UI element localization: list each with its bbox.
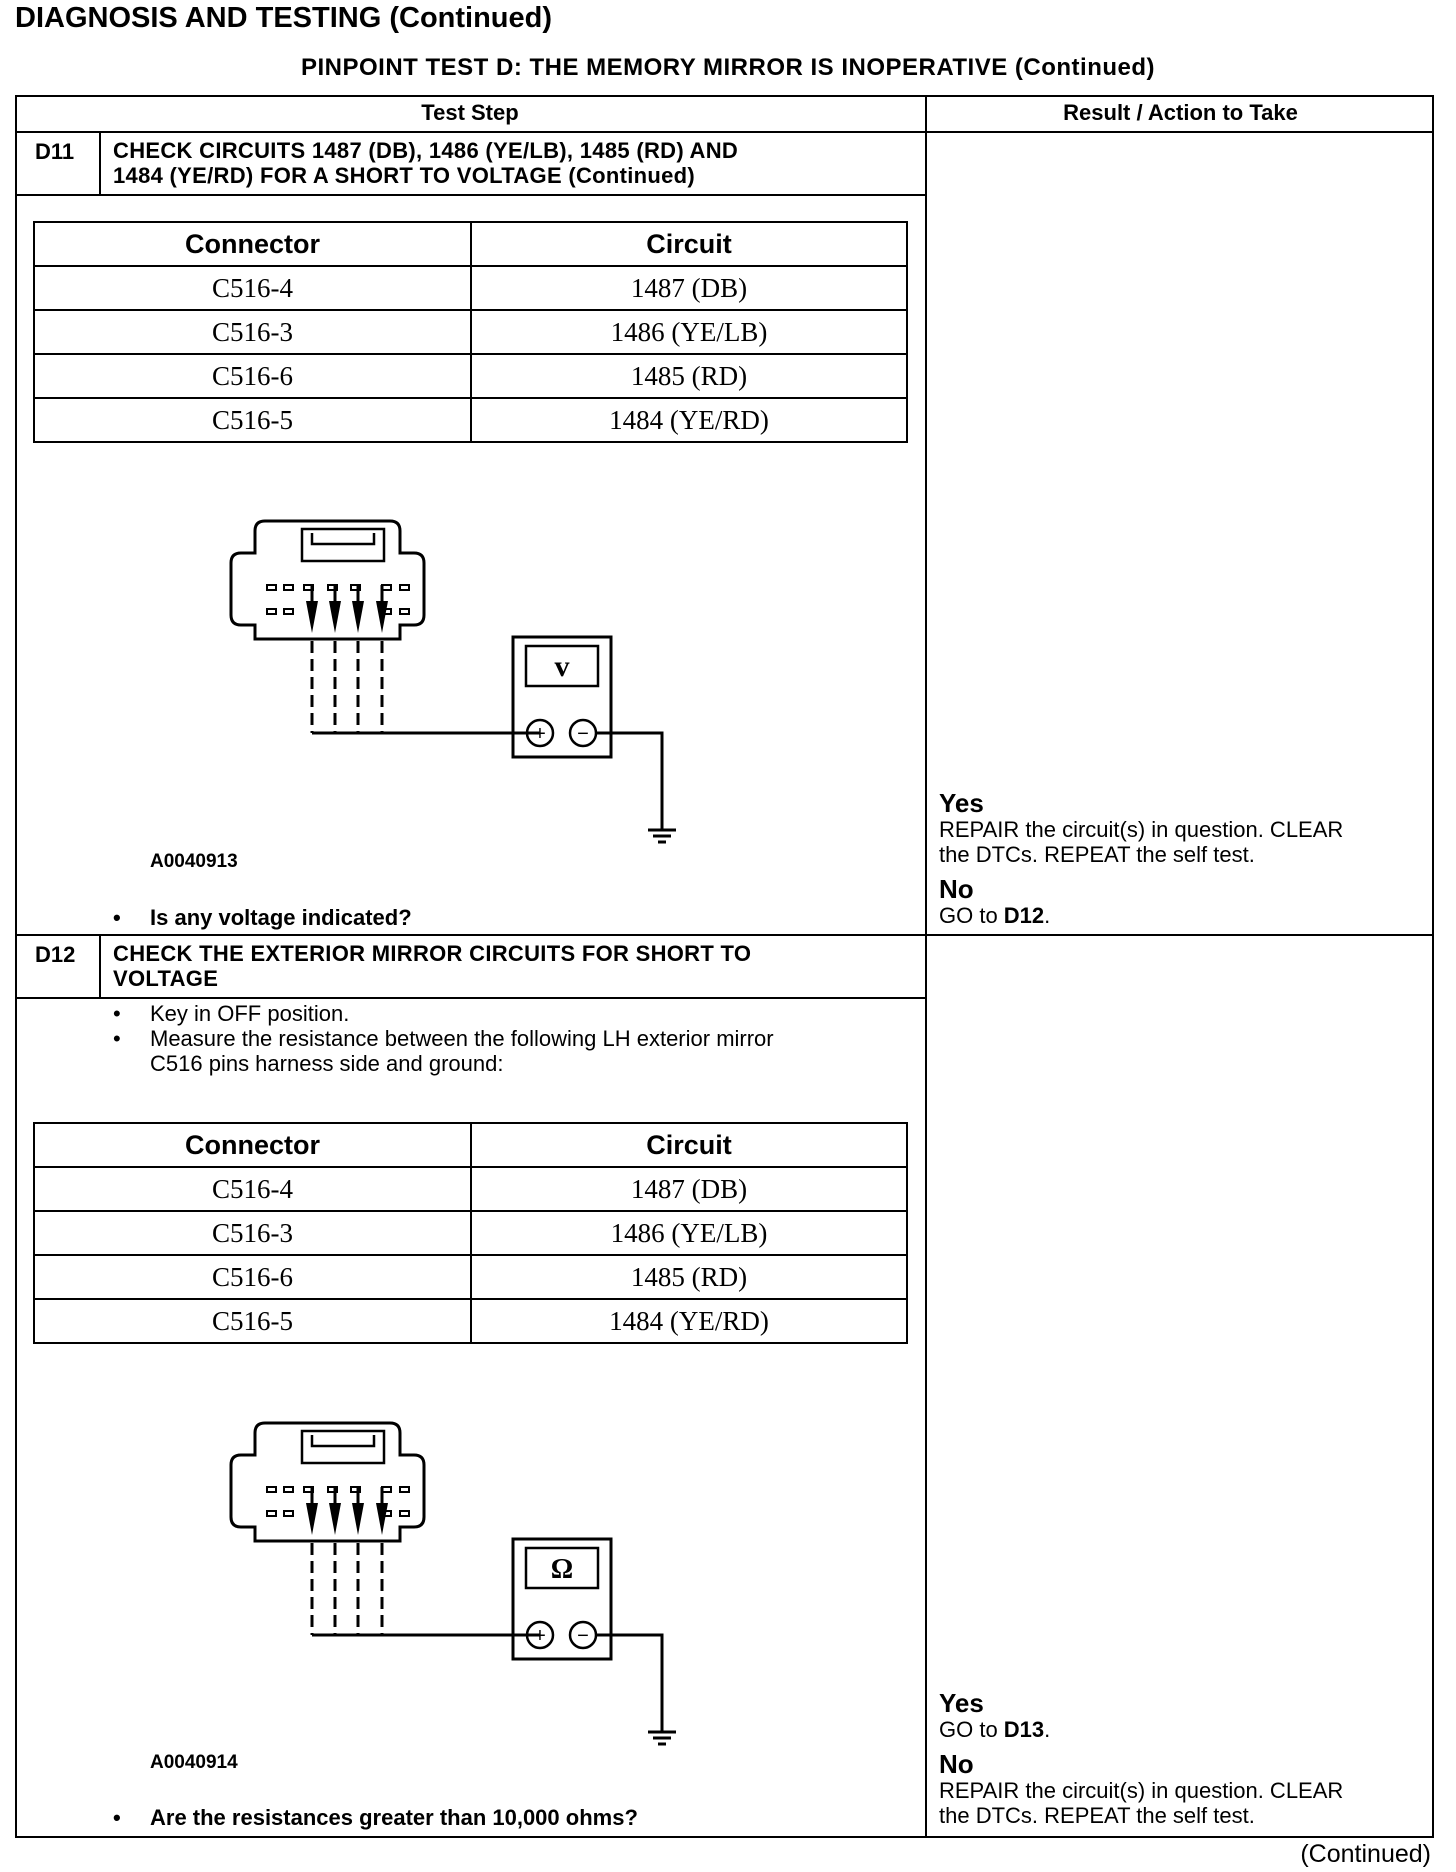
connector-cell: C516-6 — [34, 354, 471, 398]
meter-symbol: Ω — [550, 1554, 574, 1585]
circuit-cell: 1484 (YE/RD) — [471, 1299, 907, 1343]
yes-label: Yes — [939, 1688, 984, 1718]
column-header-test-step: Test Step — [421, 100, 519, 125]
circuit-cell: 1484 (YE/RD) — [471, 398, 907, 442]
plus-terminal: + — [534, 723, 546, 745]
step-reference-link[interactable]: D12 — [1003, 903, 1045, 928]
question-d11: • Is any voltage indicated? — [113, 905, 412, 930]
page-title: DIAGNOSIS AND TESTING (Continued) — [15, 2, 553, 34]
voltmeter-diagram — [220, 515, 680, 850]
step-id-divider — [99, 934, 101, 998]
table-header-row — [34, 222, 907, 266]
circuit-header: Circuit — [471, 1123, 907, 1167]
column-header-result: Result / Action to Take — [1063, 100, 1298, 125]
result-d12 — [939, 1689, 1419, 1828]
connector-header: Connector — [34, 1123, 471, 1167]
circuit-cell: 1486 (YE/LB) — [471, 310, 907, 354]
connector-cell: C516-4 — [34, 1167, 471, 1211]
yes-action-line: REPAIR the circuit(s) in question. CLEAR — [939, 817, 1344, 842]
bullet-item: • Measure the resistance between the following LH exterior mirror C516 pins harness side and ground: — [113, 1026, 774, 1076]
figure-id-d12: A0040914 — [150, 1752, 238, 1773]
table-header-row — [34, 1123, 907, 1167]
no-action-line: the DTCs. REPEAT the self test. — [939, 1803, 1255, 1828]
column-divider — [925, 95, 927, 1838]
connector-cell: C516-5 — [34, 1299, 471, 1343]
circuit-header: Circuit — [471, 222, 907, 266]
minus-terminal: − — [577, 1625, 589, 1647]
yes-action-line: the DTCs. REPEAT the self test. — [939, 842, 1255, 867]
yes-label: Yes — [939, 788, 984, 818]
no-action: GO to D12. — [939, 903, 1051, 928]
step-divider — [15, 934, 1434, 936]
step-title-d11 — [113, 138, 913, 188]
meter-symbol: v — [554, 650, 570, 683]
connector-cell: C516-3 — [34, 310, 471, 354]
connector-header: Connector — [34, 222, 471, 266]
header-row-divider — [15, 131, 1434, 133]
connector-cell: C516-6 — [34, 1255, 471, 1299]
continued-label: (Continued) — [1300, 1840, 1431, 1868]
table-row — [34, 398, 907, 442]
circuit-cell: 1485 (RD) — [471, 1255, 907, 1299]
question-d12: • Are the resistances greater than 10,000 ohms? — [113, 1805, 638, 1830]
table-row — [34, 1299, 907, 1343]
circuit-cell: 1486 (YE/LB) — [471, 1211, 907, 1255]
plus-terminal: + — [534, 1625, 546, 1647]
step-title-line: VOLTAGE — [113, 966, 219, 991]
circuit-cell: 1487 (DB) — [471, 1167, 907, 1211]
question-text: Is any voltage indicated? — [150, 905, 412, 930]
connector-cell: C516-3 — [34, 1211, 471, 1255]
step-reference-link[interactable]: D13 — [1003, 1717, 1045, 1742]
minus-terminal: − — [577, 723, 589, 745]
table-row — [34, 1255, 907, 1299]
pinpoint-test-title: PINPOINT TEST D: THE MEMORY MIRROR IS INOPERATIVE (Continued) — [300, 54, 1156, 81]
step-title-d12 — [113, 941, 913, 991]
bullet-item: • Key in OFF position. — [113, 1001, 350, 1026]
step-id-d11: D11 — [35, 139, 75, 164]
step-id-divider — [99, 131, 101, 195]
no-label: No — [939, 874, 974, 904]
step-title-line: CHECK THE EXTERIOR MIRROR CIRCUITS FOR SHORT TO — [113, 941, 752, 966]
connector-table-d11 — [33, 221, 908, 443]
step-title-line: 1484 (YE/RD) FOR A SHORT TO VOLTAGE (Continued) — [113, 163, 696, 188]
step-id-d12: D12 — [35, 942, 76, 967]
connector-cell: C516-4 — [34, 266, 471, 310]
no-label: No — [939, 1749, 974, 1779]
no-action-line: REPAIR the circuit(s) in question. CLEAR — [939, 1778, 1344, 1803]
table-row — [34, 1167, 907, 1211]
step-title-divider — [15, 194, 926, 196]
connector-table-d12 — [33, 1122, 908, 1344]
figure-id-d11: A0040913 — [150, 851, 238, 872]
table-row — [34, 1211, 907, 1255]
table-row — [34, 310, 907, 354]
yes-action: GO to D13. — [939, 1717, 1051, 1742]
ohmmeter-diagram — [220, 1417, 680, 1752]
step-title-line: CHECK CIRCUITS 1487 (DB), 1486 (YE/LB), 1485 (RD) AND — [113, 138, 739, 163]
step-title-divider — [15, 997, 926, 999]
connector-cell: C516-5 — [34, 398, 471, 442]
table-row — [34, 354, 907, 398]
table-row — [34, 266, 907, 310]
circuit-cell: 1485 (RD) — [471, 354, 907, 398]
circuit-cell: 1487 (DB) — [471, 266, 907, 310]
result-d11 — [939, 789, 1419, 928]
instructions-d12 — [113, 1001, 913, 1076]
question-text: Are the resistances greater than 10,000 ohms? — [150, 1805, 638, 1830]
